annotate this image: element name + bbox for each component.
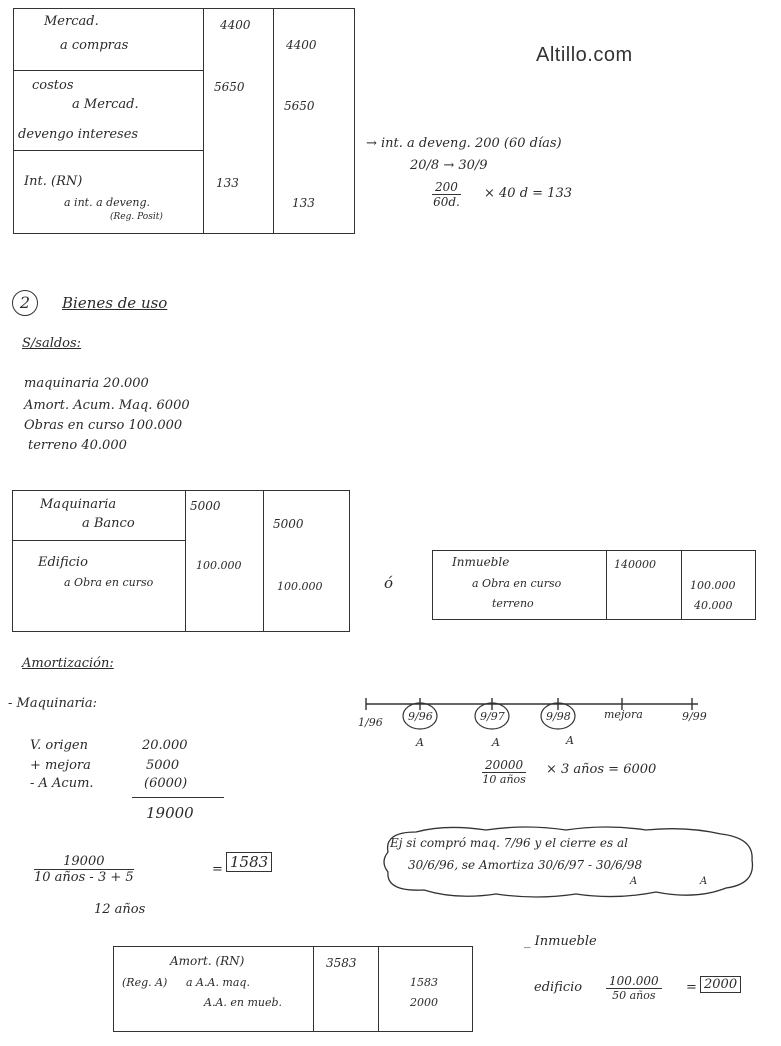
ledger1-row1-debit-amt: 4400 xyxy=(220,18,251,32)
timeline-fraction-den: 10 años xyxy=(482,773,526,786)
maq-fraction-num: 19000 xyxy=(34,854,134,870)
inmueble-title: _ Inmueble xyxy=(524,934,597,949)
cloud-line-1: Ej si compró maq. 7/96 y el cierre es al xyxy=(390,836,628,850)
maq-fraction xyxy=(34,854,134,885)
ledger1-row1-credit: a compras xyxy=(60,38,129,53)
section-title: Bienes de uso xyxy=(62,294,168,312)
interest-note-line1: → int. a deveng. 200 (60 días) xyxy=(366,136,562,151)
amort-line-3-value: (6000) xyxy=(144,776,188,791)
ledger2-row1-credit: a Banco xyxy=(82,516,135,531)
maq-fraction-den: 10 años - 3 + 5 xyxy=(34,870,134,885)
inmueble-label: edificio xyxy=(534,980,583,995)
amort-total: 19000 xyxy=(146,804,194,822)
ledger4-debit-amt: 3583 xyxy=(326,956,357,970)
ledger4-note: (Reg. A) xyxy=(122,976,168,989)
ledger3-credit-1: a Obra en curso xyxy=(472,577,562,590)
ledger1-row3-note: (Reg. Posit) xyxy=(110,212,163,222)
cloud-mark-2: A xyxy=(700,876,708,887)
ledger2-row2-debit: Edificio xyxy=(38,555,88,570)
ledger2-row1-debit: Maquinaria xyxy=(40,497,117,512)
balance-line-1: maquinaria 20.000 xyxy=(24,376,149,391)
ledger1-row2-debit-amt: 5650 xyxy=(214,80,245,94)
ledger4-credit-1: a A.A. maq. xyxy=(186,976,250,989)
ledger4-credit-2: A.A. en mueb. xyxy=(204,996,283,1009)
amort-line-2-value: 5000 xyxy=(146,758,180,773)
timeline-fraction-num: 20000 xyxy=(482,758,526,773)
ledger1-row3-debit: Int. (RN) xyxy=(24,174,83,189)
ledger4-credit-amt-1: 1583 xyxy=(410,976,438,989)
amort-line-3-label: - A Acum. xyxy=(30,776,94,791)
ledger2-row2-credit-amt: 100.000 xyxy=(277,580,323,593)
ledger3-debit-amt: 140000 xyxy=(614,558,656,571)
ledger1-row3-debit-amt: 133 xyxy=(216,176,239,190)
ledger1-row3-credit-amt: 133 xyxy=(292,196,315,210)
timeline-tick-2: 9/96 xyxy=(408,710,433,723)
ledger3-credit-amt-2: 40.000 xyxy=(694,599,733,612)
ledger1-row3-credit: a int. a deveng. xyxy=(64,196,151,209)
balance-line-2: Amort. Acum. Maq. 6000 xyxy=(24,398,190,413)
timeline-mark-2: A xyxy=(492,736,500,749)
amort-line-2-label: + mejora xyxy=(30,758,91,773)
interest-fraction-den: 60d. xyxy=(433,195,460,209)
ledger4-credit-amt-2: 2000 xyxy=(410,996,438,1009)
maq-result: 1583 xyxy=(226,852,272,872)
ledger1-row2-debit: costos xyxy=(32,78,74,93)
or-label: ó xyxy=(384,574,394,592)
timeline-tick-3: 9/97 xyxy=(480,710,505,723)
interest-fraction xyxy=(432,180,461,209)
ledger1-row2-extra: devengo intereses xyxy=(18,127,139,142)
amort-line-1-value: 20.000 xyxy=(142,738,188,753)
timeline-tick-6: 9/99 xyxy=(682,710,707,723)
interest-note-rest: × 40 d = 133 xyxy=(484,186,572,201)
maq-below: 12 años xyxy=(94,902,146,917)
ledger2-row2-debit-amt: 100.000 xyxy=(196,559,242,572)
timeline-tick-4: 9/98 xyxy=(546,710,571,723)
ledger1-row2-credit-amt: 5650 xyxy=(284,99,315,113)
interest-note-line2: 20/8 → 30/9 xyxy=(410,158,488,173)
ledger1-row2-credit: a Mercad. xyxy=(72,97,139,112)
timeline-rest: × 3 años = 6000 xyxy=(546,762,657,777)
section-subtitle: S/saldos: xyxy=(22,336,82,351)
interest-fraction-num: 200 xyxy=(432,180,461,195)
inmueble-fraction-num: 100.000 xyxy=(606,974,662,989)
ledger3-credit-amt-1: 100.000 xyxy=(690,579,736,592)
ledger2-row1-debit-amt: 5000 xyxy=(190,499,221,513)
ledger4-debit: Amort. (RN) xyxy=(170,954,245,968)
inmueble-fraction xyxy=(606,974,662,1002)
timeline-mark-1: A xyxy=(416,736,424,749)
timeline-tick-1: 1/96 xyxy=(358,716,383,729)
ledger1-row1-debit: Mercad. xyxy=(44,14,99,29)
amort-maq-title: - Maquinaria: xyxy=(8,696,98,711)
timeline-tick-5: mejora xyxy=(604,708,643,721)
amort-title: Amortización: xyxy=(22,656,114,671)
watermark: Altillo.com xyxy=(536,44,633,66)
section-number: 2 xyxy=(12,290,38,316)
inmueble-fraction-den: 50 años xyxy=(612,989,656,1002)
cloud-mark-1: A xyxy=(630,876,638,887)
balance-line-3: Obras en curso 100.000 xyxy=(24,418,183,433)
ledger2-row1-credit-amt: 5000 xyxy=(273,517,304,531)
ledger1-row1-credit-amt: 4400 xyxy=(286,38,317,52)
ledger3-debit: Inmueble xyxy=(452,555,510,569)
ledger2-row2-credit: a Obra en curso xyxy=(64,576,154,589)
amort-line-1-label: V. origen xyxy=(30,738,88,753)
cloud-line-2: 30/6/96, se Amortiza 30/6/97 - 30/6/98 xyxy=(408,858,643,872)
balance-line-4: terreno 40.000 xyxy=(28,438,127,453)
ledger3-credit-2: terreno xyxy=(492,597,534,610)
inmueble-result: 2000 xyxy=(700,976,741,993)
timeline-mark-3: A xyxy=(566,734,574,747)
timeline-fraction xyxy=(482,758,526,786)
